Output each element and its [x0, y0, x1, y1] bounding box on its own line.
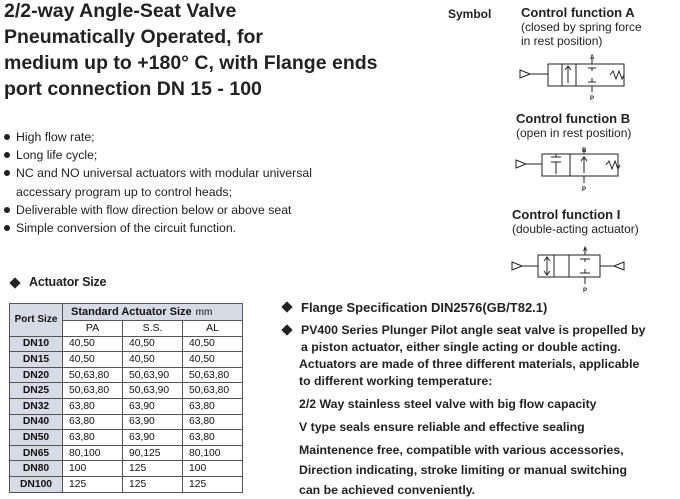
- ss-cell: 125: [123, 476, 183, 492]
- port-size-cell: DN20: [10, 367, 63, 383]
- port-size-cell: DN40: [10, 414, 63, 430]
- bullet-dot-icon: [4, 152, 10, 158]
- diamond-bullet-icon: [9, 277, 20, 288]
- table-row: [10, 476, 243, 492]
- bullet-dot-icon: [4, 225, 10, 231]
- port-label: P: [583, 288, 588, 294]
- table-row: [10, 367, 243, 383]
- feature-item: Deliverable with flow direction below or above seat: [4, 201, 334, 219]
- seals-description: V type seals ensure reliable and effective sealing: [299, 420, 585, 434]
- column-header-ss: S.S.: [123, 321, 183, 337]
- port-label: B: [582, 148, 587, 154]
- table-row: [10, 445, 243, 461]
- table-header-row: [10, 304, 243, 321]
- control-function-title: Control function B: [516, 111, 631, 126]
- ss-cell: 50,63,90: [123, 383, 183, 399]
- table-row: [10, 336, 243, 352]
- valve-symbol-b-icon: [514, 146, 626, 196]
- pa-cell: 50,63,80: [63, 367, 123, 383]
- al-cell: 100: [183, 461, 243, 477]
- al-cell: 63,80: [183, 430, 243, 446]
- pa-cell: 125: [63, 476, 123, 492]
- table-row: [10, 414, 243, 430]
- ss-cell: 63,90: [123, 414, 183, 430]
- table-row: [10, 383, 243, 399]
- bullet-dot-icon: [4, 170, 10, 176]
- port-size-cell: DN65: [10, 445, 63, 461]
- pa-cell: 63,80: [63, 398, 123, 414]
- bullet-dot-icon: [4, 134, 10, 140]
- valve-symbol-a-icon: [518, 52, 630, 104]
- port-label: A: [583, 247, 588, 253]
- table-row: [10, 430, 243, 446]
- pa-cell: 80,100: [63, 445, 123, 461]
- control-function-subtitle: (open in rest position): [516, 126, 632, 140]
- al-cell: 40,50: [183, 336, 243, 352]
- column-header-pa: PA: [63, 321, 123, 337]
- feature-item: Long life cycle;: [4, 146, 334, 164]
- control-function-b: [516, 111, 631, 140]
- port-size-cell: DN15: [10, 352, 63, 368]
- pa-cell: 50,63,80: [63, 383, 123, 399]
- feature-item: High flow rate;: [4, 128, 334, 146]
- control-function-subtitle: in rest position): [521, 34, 603, 48]
- al-cell: 63,80: [183, 414, 243, 430]
- column-header-al: AL: [183, 321, 243, 337]
- ss-cell: 90,125: [123, 445, 183, 461]
- port-size-cell: DN100: [10, 476, 63, 492]
- pa-cell: 40,50: [63, 352, 123, 368]
- ss-cell: 50,63,90: [123, 367, 183, 383]
- ss-cell: 63,90: [123, 398, 183, 414]
- port-label: P: [590, 96, 595, 102]
- symbol-label: Symbol: [448, 7, 492, 21]
- valve-symbol-i-icon: [510, 242, 628, 294]
- pa-cell: 63,80: [63, 414, 123, 430]
- port-size-cell: DN50: [10, 430, 63, 446]
- diamond-bullet-icon: [281, 301, 292, 312]
- control-function-title: Control function I: [512, 207, 621, 222]
- ss-cell: 40,50: [123, 336, 183, 352]
- port-size-cell: DN10: [10, 336, 63, 352]
- title-line: Pneumatically Operated, for: [4, 26, 263, 48]
- port-size-cell: DN32: [10, 398, 63, 414]
- control-function-subtitle: (closed by spring force: [521, 20, 642, 34]
- unit-label: mm: [195, 306, 213, 318]
- table-row: [10, 352, 243, 368]
- ss-cell: 125: [123, 461, 183, 477]
- control-function-i: [512, 207, 639, 236]
- table-row: [10, 398, 243, 414]
- materials-description: Actuators are made of three different materials, applicable to different working temperature:: [299, 357, 640, 388]
- title-line: medium up to +180° C, with Flange ends: [4, 52, 378, 74]
- stainless-description: 2/2 Way stainless steel valve with big flow capacity: [299, 397, 597, 411]
- flange-spec: Flange Specification DIN2576(GB/T82.1): [283, 299, 680, 316]
- pa-cell: 100: [63, 461, 123, 477]
- port-size-cell: DN80: [10, 461, 63, 477]
- feature-list: [4, 128, 334, 237]
- control-function-title: Control function A: [521, 5, 635, 20]
- pv400-description: PV400 Series Plunger Pilot angle seat valve is propelled by a piston actuator, either single acting or double acting.: [283, 322, 680, 356]
- al-cell: 40,50: [183, 352, 243, 368]
- ss-cell: 63,90: [123, 430, 183, 446]
- diamond-bullet-icon: [281, 324, 292, 335]
- al-cell: 80,100: [183, 445, 243, 461]
- al-cell: 125: [183, 476, 243, 492]
- al-cell: 63,80: [183, 398, 243, 414]
- port-size-header: Port Size: [10, 304, 63, 337]
- port-size-cell: DN25: [10, 383, 63, 399]
- port-label: A: [590, 55, 595, 61]
- actuator-size-heading: Actuator Size: [11, 275, 106, 289]
- ss-cell: 40,50: [123, 352, 183, 368]
- feature-item: Simple conversion of the circuit function.: [4, 219, 334, 237]
- actuator-size-table: [9, 303, 243, 493]
- maintenance-description: Maintenence free, compatible with various accessories, Direction indicating, stroke limiting or manual switching can be achieved conveniently.: [299, 443, 627, 497]
- control-function-subtitle: (double-acting actuator): [512, 222, 639, 236]
- feature-item: NC and NO universal actuators with modular universal accessary program up to control heads;: [4, 164, 334, 200]
- title-line: port connection DN 15 - 100: [4, 78, 262, 100]
- pa-cell: 63,80: [63, 430, 123, 446]
- pa-cell: 40,50: [63, 336, 123, 352]
- title-line: 2/2-way Angle-Seat Valve: [4, 0, 237, 22]
- standard-actuator-header: Standard Actuator Size mm: [63, 304, 243, 321]
- page-title: [4, 0, 434, 102]
- port-label: P: [582, 187, 587, 193]
- control-function-a: [521, 5, 642, 48]
- table-row: [10, 461, 243, 477]
- al-cell: 50,63,80: [183, 367, 243, 383]
- specification-text: [283, 299, 680, 499]
- bullet-dot-icon: [4, 207, 10, 213]
- al-cell: 50,63,80: [183, 383, 243, 399]
